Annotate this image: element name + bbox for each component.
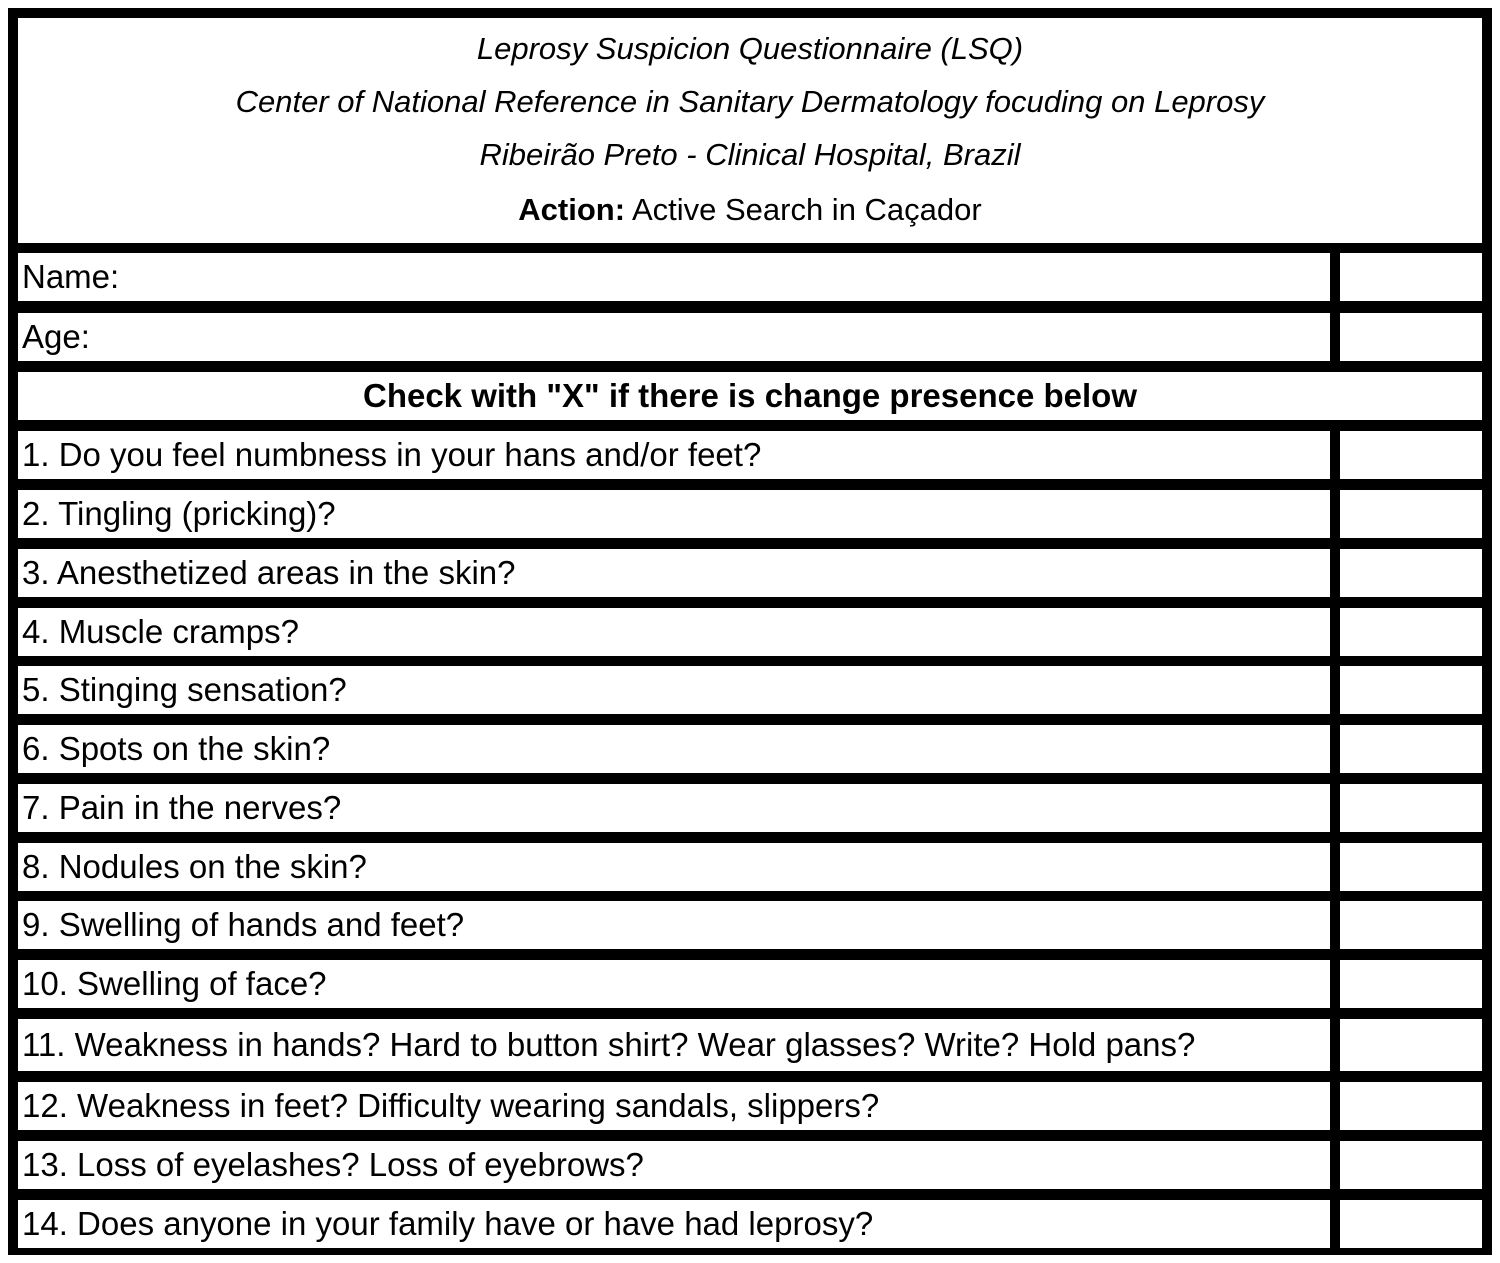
question-label: 7. Pain in the nerves? — [18, 784, 1330, 832]
question-label: 13. Loss of eyelashes? Loss of eyebrows? — [18, 1141, 1330, 1189]
form-header — [18, 18, 1482, 243]
question-check-cell[interactable] — [1340, 1200, 1482, 1248]
question-label: 8. Nodules on the skin? — [18, 843, 1330, 891]
question-check-cell[interactable] — [1340, 1082, 1482, 1130]
question-check-cell[interactable] — [1340, 784, 1482, 832]
question-label: 14. Does anyone in your family have or have had leprosy? — [18, 1200, 1330, 1248]
question-label: 1. Do you feel numbness in your hans and/or feet? — [18, 431, 1330, 479]
question-label: 9. Swelling of hands and feet? — [18, 901, 1330, 949]
question-check-cell[interactable] — [1340, 843, 1482, 891]
question-check-cell[interactable] — [1340, 1019, 1482, 1071]
name-field[interactable] — [1340, 253, 1482, 301]
question-check-cell[interactable] — [1340, 666, 1482, 714]
age-label: Age: — [18, 313, 1330, 361]
hospital-location: Ribeirão Preto - Clinical Hospital, Brazil — [479, 137, 1021, 172]
question-check-cell[interactable] — [1340, 960, 1482, 1008]
question-label: 6. Spots on the skin? — [18, 725, 1330, 773]
question-label: 12. Weakness in feet? Difficulty wearing sandals, slippers? — [18, 1082, 1330, 1130]
question-label: 5. Stinging sensation? — [18, 666, 1330, 714]
question-label: 10. Swelling of face? — [18, 960, 1330, 1008]
action-line — [518, 181, 981, 239]
form-title: Leprosy Suspicion Questionnaire (LSQ) — [476, 31, 1024, 66]
question-check-cell[interactable] — [1340, 549, 1482, 597]
question-check-cell[interactable] — [1340, 431, 1482, 479]
question-check-cell[interactable] — [1340, 490, 1482, 538]
question-check-cell[interactable] — [1340, 1141, 1482, 1189]
age-field[interactable] — [1340, 313, 1482, 361]
questionnaire-form — [8, 8, 1492, 1255]
action-label: Action: — [518, 192, 626, 227]
instruction-banner: Check with "X" if there is change presence below — [18, 372, 1482, 420]
question-check-cell[interactable] — [1340, 901, 1482, 949]
question-label: 3. Anesthetized areas in the skin? — [18, 549, 1330, 597]
center-name: Center of National Reference in Sanitary Dermatology focuding on Leprosy — [235, 84, 1265, 119]
name-label: Name: — [18, 253, 1330, 301]
action-value: Active Search in Caçador — [631, 192, 982, 227]
question-check-cell[interactable] — [1340, 725, 1482, 773]
question-label: 11. Weakness in hands? Hard to button shirt? Wear glasses? Write? Hold pans? — [18, 1019, 1330, 1071]
question-check-cell[interactable] — [1340, 608, 1482, 656]
question-label: 2. Tingling (pricking)? — [18, 490, 1330, 538]
question-label: 4. Muscle cramps? — [18, 608, 1330, 656]
